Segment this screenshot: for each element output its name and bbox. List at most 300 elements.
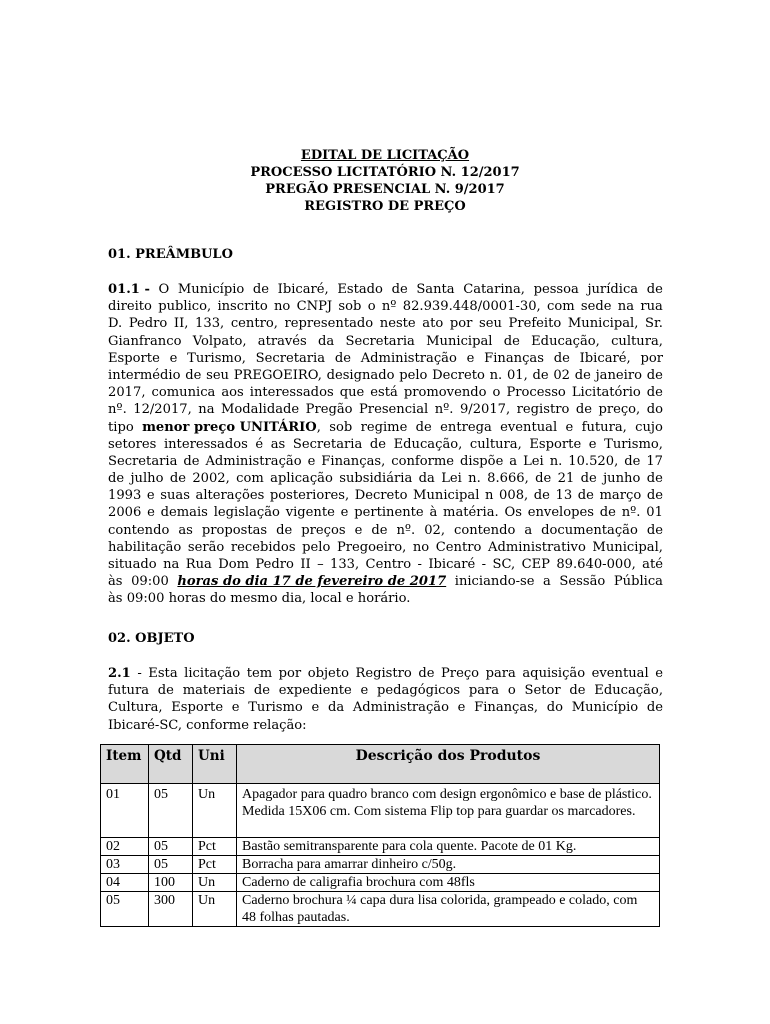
- objeto-word: 2.1: [108, 666, 131, 681]
- cell-qtd: 05: [149, 856, 193, 874]
- objeto-word: e: [360, 683, 369, 699]
- preambulo-word: demais: [160, 505, 208, 521]
- preambulo-word: pelo: [302, 539, 331, 555]
- objeto-line: [108, 665, 663, 682]
- objeto-word: expediente: [278, 683, 352, 699]
- preambulo-word: as: [270, 436, 286, 452]
- preambulo-word: de: [646, 471, 663, 487]
- preambulo-word: de: [624, 453, 641, 469]
- preambulo-word: de: [169, 471, 186, 487]
- preambulo-word: pertinente: [354, 505, 424, 521]
- objeto-word: e: [231, 700, 240, 716]
- preambulo-word: matéria.: [443, 505, 499, 521]
- preambulo-word: é: [255, 436, 264, 452]
- preambulo-word: 01.1 -: [108, 282, 150, 297]
- objeto-word: eventual: [591, 666, 649, 681]
- preambulo-word: 12/2017,: [133, 402, 192, 418]
- preambulo-word: Estado: [337, 282, 383, 297]
- objeto-word: e: [457, 700, 466, 716]
- preambulo-line: [108, 281, 663, 298]
- preambulo-word: Santa: [416, 282, 455, 297]
- preambulo-word: e: [354, 522, 363, 538]
- preambulo-word: Lei: [523, 453, 544, 469]
- preambulo-word: preços: [301, 522, 346, 538]
- preambulo-word: o: [492, 385, 501, 401]
- preambulo-word: Licitatório: [571, 385, 641, 401]
- preambulo-word: Dom: [218, 557, 250, 572]
- preambulo-word: Finanças: [484, 350, 544, 366]
- preambulo-word: Centro: [365, 557, 412, 572]
- preambulo-word: de: [334, 350, 351, 366]
- preambulo-word: de: [646, 367, 663, 383]
- preambulo-word: situado: [108, 557, 157, 572]
- preambulo-line: [108, 436, 663, 453]
- preambulo-word: Esporte: [529, 436, 582, 452]
- preambulo-word: menor preço UNITÁRIO,: [142, 419, 321, 435]
- preambulo-word: 13: [555, 488, 573, 504]
- preambulo-word: por: [640, 350, 663, 366]
- preambulo-word: Centro: [435, 539, 482, 555]
- cell-uni: Un: [193, 784, 237, 838]
- preambulo-word: de: [183, 453, 200, 469]
- preambulo-word: às: [108, 574, 123, 590]
- preambulo-line: [108, 315, 663, 332]
- preambulo-word: Educação,: [531, 333, 600, 349]
- preambulo-word: de: [371, 522, 388, 538]
- preambulo-word: da: [418, 471, 435, 487]
- objeto-word: Cultura,: [108, 700, 163, 716]
- preambulo-word: com: [236, 471, 264, 487]
- preambulo-word: neste: [379, 316, 416, 332]
- preambulo-word: Decreto: [354, 488, 408, 504]
- preambulo-word: a: [543, 574, 551, 590]
- preambulo-word: comunica: [151, 385, 216, 401]
- preambulo-word: n.: [468, 471, 481, 487]
- preambulo-word: através: [257, 333, 307, 349]
- preambulo-word: alterações: [195, 488, 265, 504]
- preambulo-word: 1993: [108, 488, 142, 504]
- section-heading-objeto: 02. OBJETO: [108, 631, 195, 646]
- preambulo-word: às 09:00 horas do mesmo dia, local e horário.: [108, 591, 411, 607]
- preambulo-word: as: [178, 522, 193, 538]
- preambulo-line: [108, 367, 663, 384]
- preambulo-word: CEP: [521, 557, 550, 572]
- cell-descricao: Caderno brochura ¼ capa dura lisa colorida, grampeado e colado, com 48 folhas pautadas.: [237, 892, 660, 927]
- preambulo-word: Secretaria: [345, 333, 415, 349]
- document-title-block: [0, 147, 770, 215]
- objeto-word: Registro: [355, 666, 412, 681]
- objeto-word: para: [468, 683, 500, 699]
- preambulo-line: [108, 470, 663, 487]
- preambulo-word: Município: [177, 282, 245, 297]
- pregao-number: PREGÃO PRESENCIAL N. 9/2017: [265, 182, 505, 197]
- header-item: Item: [101, 745, 149, 784]
- preambulo-word: 133,: [195, 316, 225, 332]
- preambulo-line: [108, 298, 663, 315]
- preambulo-word: Municipal: [413, 488, 480, 504]
- preambulo-word: da: [318, 333, 335, 349]
- preambulo-paragraph: [108, 281, 663, 608]
- preambulo-word: posteriores,: [269, 488, 350, 504]
- objeto-word: Administração: [352, 700, 449, 716]
- objeto-word: aquisição: [522, 666, 586, 681]
- objeto-word: de: [569, 683, 586, 699]
- preambulo-word: o: [367, 299, 376, 315]
- preambulo-word: interessados: [163, 436, 248, 452]
- objeto-word: futura: [108, 683, 150, 699]
- preambulo-word: -: [417, 557, 422, 572]
- preambulo-word: ato: [422, 316, 444, 332]
- objeto-word: da: [327, 700, 345, 716]
- table-row: [101, 784, 660, 838]
- preambulo-word: 008,: [499, 488, 529, 504]
- preambulo-word: Gianfranco: [108, 333, 182, 349]
- preambulo-word: Municipal,: [592, 539, 663, 555]
- objeto-word: -: [137, 666, 142, 681]
- preambulo-word: rua: [640, 299, 663, 315]
- preambulo-line: [108, 333, 663, 350]
- objeto-word: Preço: [441, 666, 480, 681]
- preambulo-word: Pedro: [128, 316, 168, 332]
- preambulo-line: [108, 453, 663, 470]
- preambulo-word: propostas: [201, 522, 268, 538]
- preambulo-line: [108, 419, 663, 436]
- preambulo-word: Catarina,: [463, 282, 525, 297]
- objeto-paragraph: [108, 665, 663, 734]
- table-row: [101, 838, 660, 856]
- preambulo-word: vigente: [285, 505, 335, 521]
- objeto-word: Educação,: [594, 683, 663, 699]
- preambulo-word: Municipal,: [567, 316, 639, 332]
- preambulo-word: Sessão: [559, 574, 606, 590]
- preambulo-word: subsidiária: [339, 471, 413, 487]
- preambulo-word: junho: [603, 471, 641, 487]
- objeto-word: de: [646, 700, 663, 716]
- preambulo-word: entrega: [440, 419, 492, 435]
- preambulo-word: e: [340, 505, 349, 521]
- cell-item: 01: [101, 784, 149, 838]
- preambulo-line: [108, 539, 663, 556]
- preambulo-word: Rua: [185, 557, 212, 572]
- preambulo-word: 2006: [108, 505, 142, 521]
- preambulo-word: cultura,: [611, 333, 663, 349]
- cell-qtd: 05: [149, 784, 193, 838]
- preambulo-word: D.: [108, 316, 123, 332]
- preambulo-word: e: [307, 453, 316, 469]
- preambulo-word: 133,: [330, 557, 360, 572]
- preambulo-word: contendo: [108, 522, 170, 538]
- preambulo-word: até: [642, 557, 663, 572]
- preambulo-word: Secretaria: [292, 436, 363, 452]
- preambulo-word: cujo: [635, 419, 663, 435]
- edital-title: EDITAL DE LICITAÇÃO: [300, 148, 470, 163]
- preambulo-word: que: [339, 385, 365, 401]
- preambulo-word: 02: [553, 367, 571, 383]
- objeto-word: o: [507, 683, 516, 699]
- preambulo-word: II,: [173, 316, 189, 332]
- preambulo-word: de: [553, 350, 570, 366]
- preambulo-word: a: [509, 453, 518, 469]
- preambulo-word: jurídica: [587, 282, 639, 297]
- preambulo-word: n.: [549, 453, 563, 469]
- preambulo-word: aplicação: [270, 471, 333, 487]
- preambulo-word: contendo: [454, 522, 516, 538]
- preambulo-word: de: [535, 471, 552, 487]
- objeto-word: Município: [571, 700, 639, 716]
- preambulo-word: pessoa: [533, 282, 579, 297]
- preambulo-word: tipo: [108, 419, 134, 435]
- preambulo-word: de: [575, 402, 592, 418]
- preambulo-word: 89.640-000,: [556, 557, 636, 572]
- preambulo-word: CNPJ: [296, 299, 333, 315]
- preambulo-word: e: [588, 436, 597, 452]
- header-descricao: Descrição dos Produtos: [237, 745, 660, 784]
- preambulo-word: de: [369, 436, 386, 452]
- preambulo-word: com: [546, 299, 575, 315]
- preambulo-word: Administrativo: [487, 539, 586, 555]
- preambulo-word: Prefeito: [508, 316, 562, 332]
- preambulo-line: [108, 522, 663, 539]
- objeto-word: para: [485, 666, 516, 681]
- preambulo-word: nº: [381, 299, 397, 315]
- objeto-word: Esporte: [171, 700, 224, 716]
- table-row: [101, 892, 660, 927]
- preambulo-word: 17: [646, 453, 663, 469]
- preambulo-word: Os: [504, 505, 522, 521]
- preambulo-word: Volpato,: [192, 333, 247, 349]
- cell-descricao: Apagador para quadro branco com design ergonômico e base de plástico. Medida 15X06 cm. Com sistema Flip top para guardar os marcadores.: [237, 784, 660, 838]
- preambulo-word: legislação: [213, 505, 280, 521]
- objeto-word: materiais: [182, 683, 246, 699]
- table-header-row: [101, 745, 660, 784]
- preambulo-word: de: [577, 488, 594, 504]
- preambulo-word: Educação,: [393, 436, 463, 452]
- preambulo-word: a: [524, 522, 533, 538]
- preambulo-word: Ibicaré,: [277, 282, 329, 297]
- preambulo-word: 2002,: [192, 471, 230, 487]
- preambulo-word: 09:00: [131, 574, 169, 590]
- objeto-word: Turismo: [248, 700, 303, 716]
- preambulo-word: Administração: [205, 453, 302, 469]
- preambulo-word: de: [252, 282, 270, 297]
- preambulo-word: Turismo,: [604, 436, 663, 452]
- preambulo-word: 10.520,: [568, 453, 619, 469]
- preambulo-word: na: [163, 557, 180, 572]
- preambulo-word: Sr.: [645, 316, 663, 332]
- preambulo-word: dispõe: [460, 453, 504, 469]
- preambulo-word: na: [198, 402, 215, 418]
- preambulo-word: Presencial: [359, 402, 429, 418]
- objeto-line: [108, 682, 663, 699]
- preambulo-word: Pregoeiro,: [336, 539, 407, 555]
- cell-descricao: Bastão semitransparente para cola quente. Pacote de 01 Kg.: [237, 838, 660, 856]
- objeto-word: licitação: [184, 666, 241, 681]
- preambulo-word: Turismo,: [187, 350, 246, 366]
- cell-item: 02: [101, 838, 149, 856]
- process-number: PROCESSO LICITATÓRIO N. 12/2017: [250, 165, 520, 180]
- preambulo-word: 82.939.448/0001-30,: [402, 299, 541, 315]
- preambulo-word: de: [574, 367, 591, 383]
- preambulo-word: –: [317, 557, 324, 572]
- table-row: [101, 856, 660, 874]
- section-heading-preambulo: 01. PREÂMBULO: [108, 247, 233, 262]
- cell-item: 04: [101, 874, 149, 892]
- preambulo-word: PREGOEIRO,: [233, 367, 322, 383]
- objeto-word: Finanças,: [474, 700, 539, 716]
- preambulo-word: direito: [108, 299, 152, 315]
- preambulo-word: sob: [329, 419, 353, 435]
- preambulo-word: -: [481, 557, 487, 572]
- objeto-line: [108, 699, 663, 716]
- preambulo-word: de: [646, 522, 663, 538]
- preambulo-word: no: [273, 299, 291, 315]
- preambulo-word: janeiro: [595, 367, 642, 383]
- cell-item: 03: [101, 856, 149, 874]
- preambulo-word: do: [646, 402, 663, 418]
- preambulo-word: regime: [360, 419, 408, 435]
- cell-descricao: Borracha para amarrar dinheiro c/50g.: [237, 856, 660, 874]
- preambulo-word: habilitação: [108, 539, 182, 555]
- preambulo-word: de: [646, 488, 663, 504]
- preambulo-line: [108, 487, 663, 504]
- preambulo-word: aos: [221, 385, 244, 401]
- objeto-word: tem: [246, 666, 273, 681]
- preambulo-word: março: [599, 488, 642, 504]
- preambulo-word: Decreto: [432, 367, 485, 383]
- preambulo-word: de: [276, 522, 293, 538]
- preambulo-line: [108, 350, 663, 367]
- preambulo-line: [108, 401, 663, 418]
- objeto-line: [108, 717, 663, 734]
- preambulo-word: Pedro: [255, 557, 294, 572]
- preambulo-word: interessados: [249, 385, 334, 401]
- preambulo-word: Pública: [613, 574, 663, 590]
- preambulo-word: na: [617, 299, 635, 315]
- preambulo-line: [108, 384, 663, 401]
- preambulo-word: de: [580, 471, 597, 487]
- preambulo-word: de: [533, 488, 550, 504]
- header-uni: Uni: [193, 745, 237, 784]
- preambulo-word: 02,: [424, 522, 446, 538]
- objeto-word: pedagógicos: [377, 683, 461, 699]
- preambulo-word: intermédio: [108, 367, 181, 383]
- preambulo-word: sob: [338, 299, 362, 315]
- preambulo-word: eventual: [500, 419, 558, 435]
- preambulo-word: setores: [108, 436, 157, 452]
- preambulo-word: de: [599, 505, 616, 521]
- preambulo-line: [108, 573, 663, 590]
- preambulo-word: de: [532, 367, 549, 383]
- preambulo-word: e: [147, 505, 155, 521]
- cell-qtd: 100: [149, 874, 193, 892]
- preambulo-word: de: [391, 282, 408, 297]
- preambulo-word: Lei: [441, 471, 462, 487]
- cell-uni: Un: [193, 892, 237, 927]
- products-table: [100, 744, 660, 927]
- preambulo-word: nº.: [108, 402, 127, 418]
- cell-qtd: 300: [149, 892, 193, 927]
- preambulo-word: n: [485, 488, 494, 504]
- preambulo-word: n.: [489, 367, 503, 383]
- preambulo-word: O: [158, 282, 170, 297]
- table-row: [101, 874, 660, 892]
- preambulo-word: Municipal: [426, 333, 493, 349]
- preambulo-line: [108, 556, 663, 573]
- registro-title: REGISTRO DE PREÇO: [304, 199, 466, 214]
- preambulo-word: nº.: [434, 402, 454, 418]
- preambulo-word: 8.666,: [487, 471, 529, 487]
- objeto-word: Setor: [524, 683, 561, 699]
- objeto-word: por: [278, 666, 302, 681]
- preambulo-word: Ibicaré,: [579, 350, 631, 366]
- objeto-word: objeto: [307, 666, 349, 681]
- preambulo-word: preço,: [598, 402, 641, 418]
- preambulo-word: e: [146, 488, 155, 504]
- preambulo-word: e: [169, 350, 178, 366]
- objeto-word: de: [157, 683, 174, 699]
- preambulo-word: Processo: [506, 385, 566, 401]
- preambulo-word: 2017,: [108, 385, 146, 401]
- cell-descricao: Caderno de caligrafia brochura com 48fls: [237, 874, 660, 892]
- preambulo-line: [108, 504, 663, 521]
- preambulo-word: centro,: [230, 316, 278, 332]
- objeto-word: de: [253, 683, 270, 699]
- preambulo-word: 01: [646, 505, 663, 521]
- preambulo-word: inscrito: [217, 299, 268, 315]
- preambulo-word: representado: [284, 316, 374, 332]
- preambulo-word: recebidos: [230, 539, 296, 555]
- preambulo-word: Finanças,: [321, 453, 386, 469]
- preambulo-word: de: [185, 367, 202, 383]
- preambulo-word: designado: [326, 367, 395, 383]
- preambulo-word: registro: [516, 402, 570, 418]
- objeto-word: do: [546, 700, 564, 716]
- preambulo-word: cultura,: [469, 436, 522, 452]
- preambulo-word: documentação: [541, 522, 638, 538]
- preambulo-word: e: [565, 419, 574, 435]
- preambulo-word: Esporte: [108, 350, 160, 366]
- preambulo-word: julho: [130, 471, 164, 487]
- cell-uni: Pct: [193, 838, 237, 856]
- preambulo-word: de: [646, 282, 663, 297]
- preambulo-word: Modalidade: [220, 402, 300, 418]
- header-qtd: Qtd: [149, 745, 193, 784]
- preambulo-word: seu: [206, 367, 229, 383]
- preambulo-word: de: [415, 419, 432, 435]
- preambulo-line: [108, 590, 663, 607]
- objeto-word: Ibicaré-SC, conforme relação:: [108, 717, 307, 733]
- preambulo-word: Ibicaré: [428, 557, 476, 572]
- preambulo-word: e: [466, 350, 475, 366]
- preambulo-word: sede: [580, 299, 612, 315]
- objeto-word: de: [418, 666, 435, 681]
- objeto-word: e: [311, 700, 320, 716]
- preambulo-word: iniciando-se: [454, 574, 535, 590]
- preambulo-word: à: [429, 505, 438, 521]
- preambulo-word: está: [370, 385, 398, 401]
- preambulo-word: pelo: [399, 367, 428, 383]
- preambulo-word: conforme: [391, 453, 455, 469]
- preambulo-word: envelopes: [527, 505, 594, 521]
- preambulo-word: suas: [160, 488, 190, 504]
- preambulo-word: no: [412, 539, 430, 555]
- preambulo-word: SC,: [492, 557, 516, 572]
- preambulo-word: Pregão: [305, 402, 353, 418]
- preambulo-word: nº.: [621, 505, 641, 521]
- preambulo-word: II: [300, 557, 311, 572]
- preambulo-word: futura,: [581, 419, 627, 435]
- preambulo-word: promovendo: [403, 385, 487, 401]
